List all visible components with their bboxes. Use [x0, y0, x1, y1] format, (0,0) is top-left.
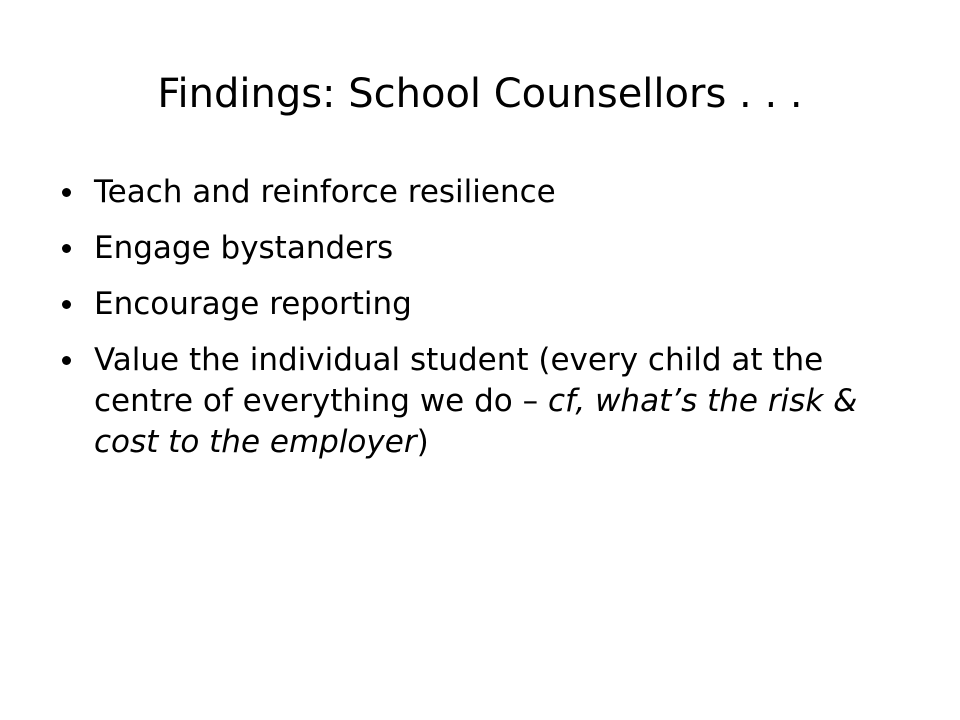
bullet-item	[58, 340, 878, 463]
bullet-item	[58, 284, 878, 325]
bullet-text-normal: Value the individual student (every child at the centre of everything we do –	[94, 342, 824, 419]
bullet-text-end: )	[416, 424, 429, 460]
bullet-text: Encourage reporting	[94, 286, 412, 322]
bullet-item	[58, 172, 878, 213]
bullet-dot-icon	[62, 244, 71, 253]
bullet-text: Engage bystanders	[94, 230, 394, 266]
bullet-dot-icon	[62, 356, 71, 365]
bullet-text-italic: cf, what’s the risk & cost to the employer	[94, 383, 858, 460]
bullet-item	[58, 228, 878, 269]
bullet-list	[58, 172, 878, 478]
bullet-dot-icon	[62, 300, 71, 309]
bullet-text: Teach and reinforce resilience	[94, 174, 556, 210]
bullet-dot-icon	[62, 188, 71, 197]
slide-title: Findings: School Counsellors . . .	[157, 71, 803, 117]
